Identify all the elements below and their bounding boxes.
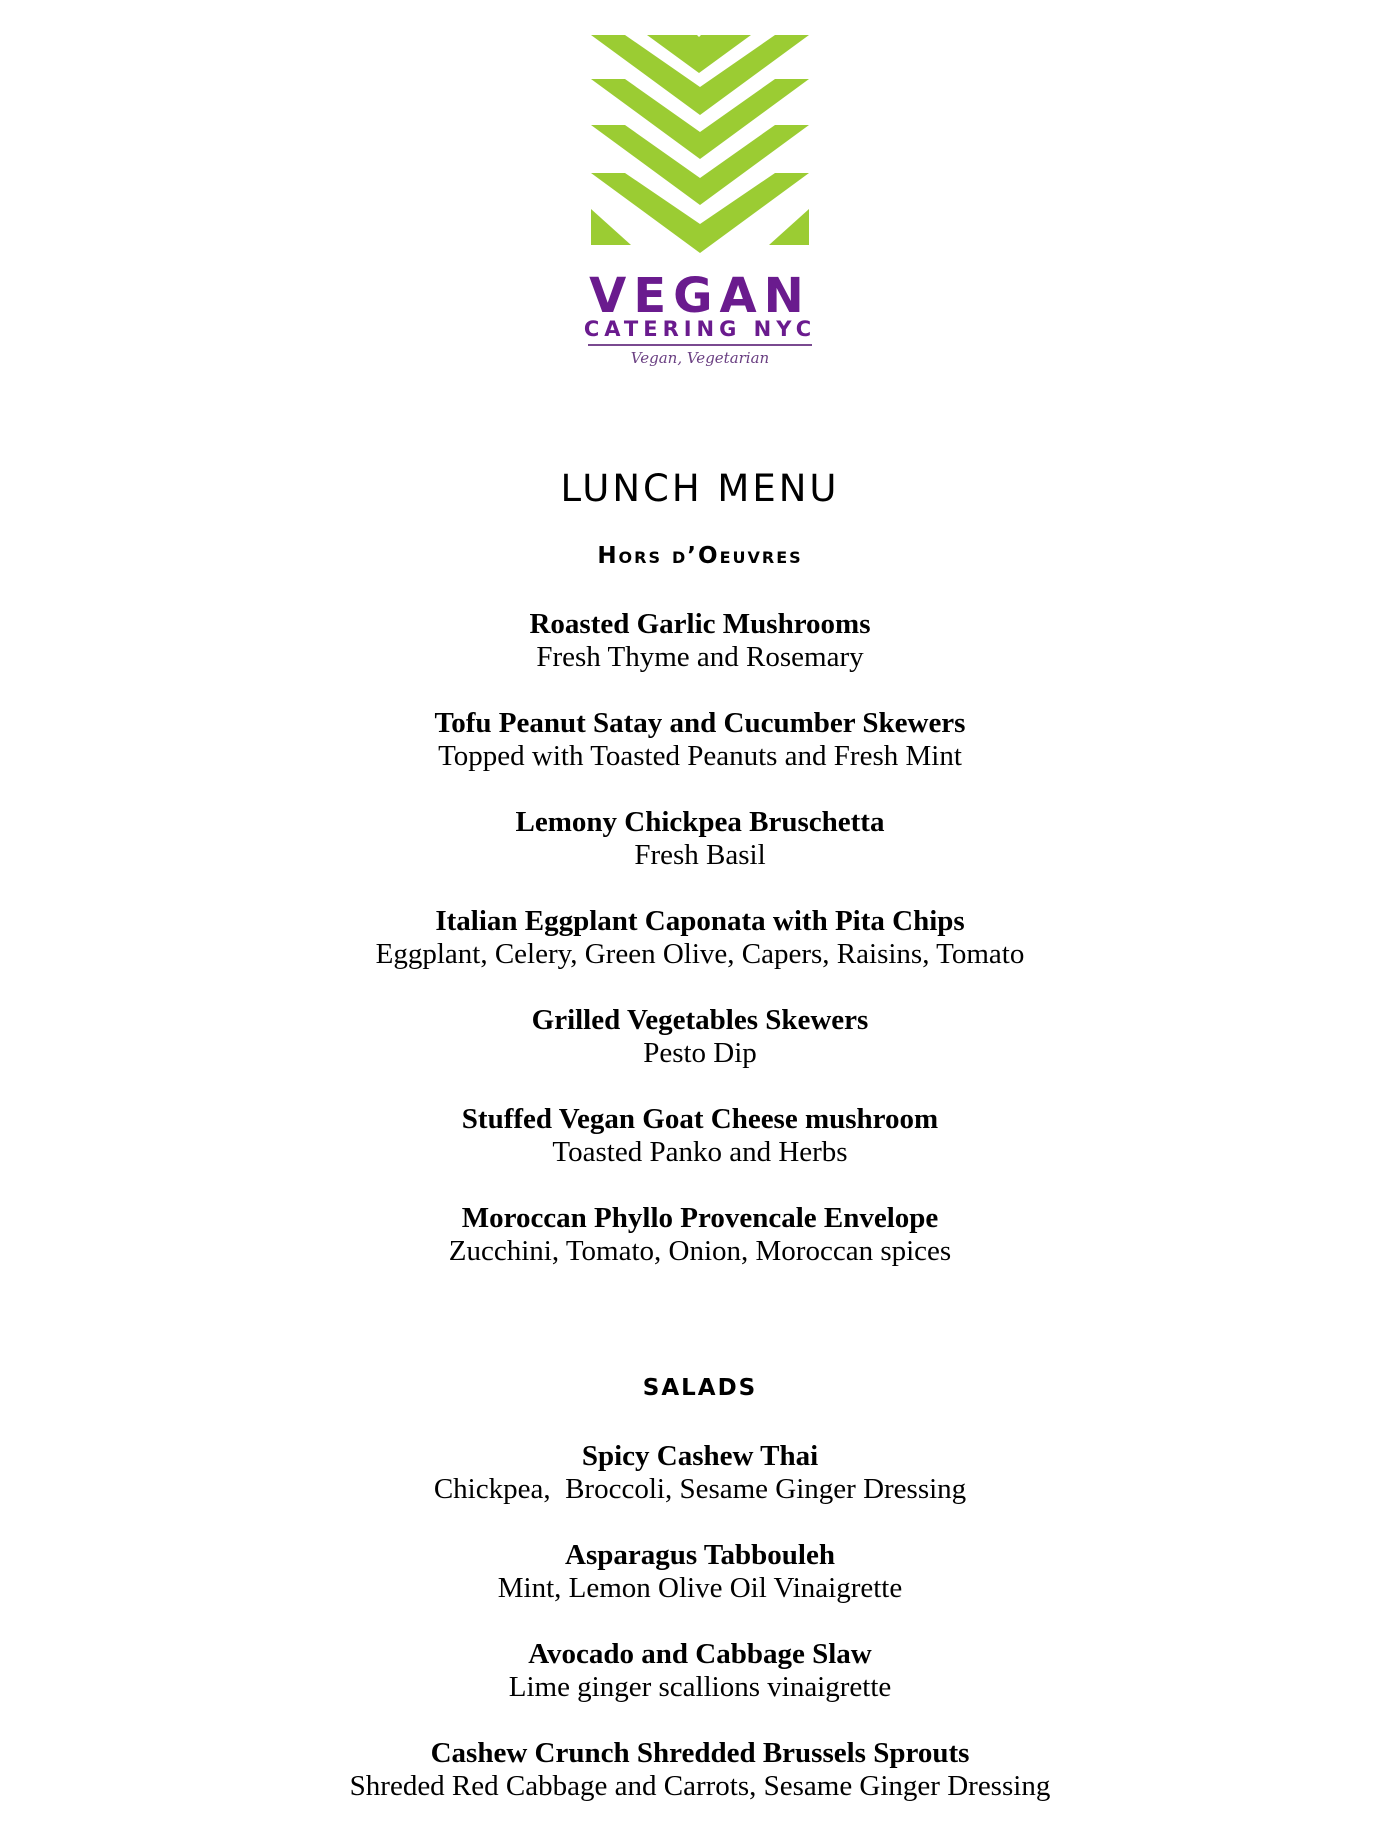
item-description: Fresh Basil (634, 839, 766, 871)
brand-divider (588, 344, 812, 346)
item-name: Lemony Chickpea Bruschetta (515, 806, 885, 838)
item-name: Asparagus Tabbouleh (565, 1539, 835, 1571)
item-name: Italian Eggplant Caponata with Pita Chips (435, 905, 965, 937)
item-name: Spicy Cashew Thai (581, 1440, 819, 1472)
menu-item (0, 905, 1400, 971)
section-title-hors-doeuvres: Hors d’Oeuvres (597, 543, 803, 569)
item-name: Grilled Vegetables Skewers (531, 1004, 869, 1036)
menu-item (0, 1103, 1400, 1169)
item-description: Zucchini, Tomato, Onion, Moroccan spices (448, 1235, 952, 1267)
menu-item (0, 1004, 1400, 1070)
item-description: Eggplant, Celery, Green Olive, Capers, Raisins, Tomato (375, 938, 1025, 970)
item-description: Topped with Toasted Peanuts and Fresh Mint (438, 740, 962, 772)
logo-chevron-icon (591, 35, 809, 263)
item-name: Avocado and Cabbage Slaw (528, 1638, 872, 1670)
item-description: Shreded Red Cabbage and Carrots, Sesame Ginger Dressing (349, 1770, 1051, 1802)
menu (0, 466, 1400, 1836)
item-description: Mint, Lemon Olive Oil Vinaigrette (497, 1572, 903, 1604)
brand-name: VEGAN (589, 268, 811, 324)
item-description: Chickpea, Broccoli, Sesame Ginger Dressing (433, 1473, 967, 1505)
item-name: Moroccan Phyllo Provencale Envelope (461, 1202, 939, 1234)
item-name: Stuffed Vegan Goat Cheese mushroom (461, 1103, 939, 1135)
item-name: Cashew Crunch Shredded Brussels Sprouts (430, 1737, 970, 1769)
item-description: Toasted Panko and Herbs (552, 1136, 848, 1168)
item-description: Lime ginger scallions vinaigrette (508, 1671, 892, 1703)
section-items-salads (0, 1440, 1400, 1803)
section-items-hors-doeuvres (0, 608, 1400, 1268)
menu-item (0, 1539, 1400, 1605)
item-description: Fresh Thyme and Rosemary (536, 641, 864, 673)
brand-subtitle: CATERING NYC (583, 317, 817, 341)
menu-item (0, 806, 1400, 872)
menu-item (0, 707, 1400, 773)
item-description: Pesto Dip (643, 1037, 757, 1069)
menu-item (0, 608, 1400, 674)
menu-item (0, 1638, 1400, 1704)
menu-item (0, 1202, 1400, 1268)
menu-item (0, 1440, 1400, 1506)
brand-tagline: Vegan, Vegetarian (630, 349, 770, 367)
menu-title: LUNCH MENU (560, 467, 840, 510)
menu-item (0, 1737, 1400, 1803)
item-name: Roasted Garlic Mushrooms (529, 608, 871, 640)
item-name: Tofu Peanut Satay and Cucumber Skewers (434, 707, 966, 739)
section-title-salads: SALADS (642, 1375, 758, 1401)
